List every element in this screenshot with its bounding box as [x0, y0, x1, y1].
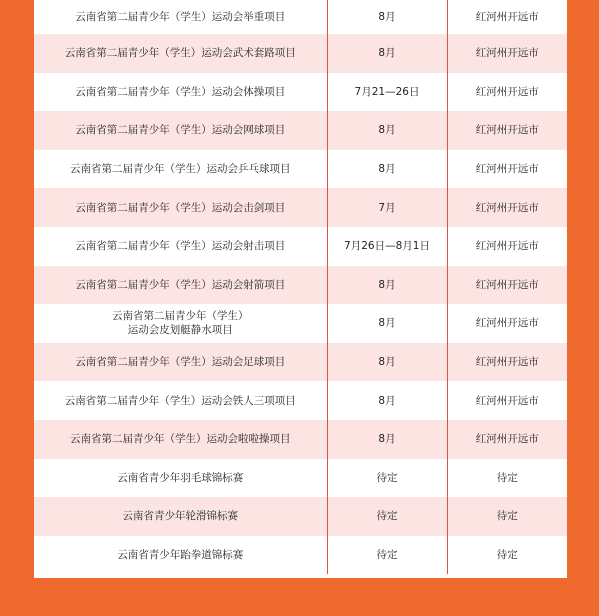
event-cell: 云南省青少年跆拳道锦标赛	[34, 536, 327, 575]
date-cell: 8月	[327, 304, 447, 343]
location-cell: 红河州开远市	[447, 188, 567, 227]
location-cell: 待定	[447, 459, 567, 498]
table-row	[34, 343, 567, 382]
table-row	[34, 0, 567, 34]
table-row	[34, 227, 567, 266]
table-row	[34, 111, 567, 150]
location-cell: 红河州开远市	[447, 150, 567, 189]
date-cell: 8月	[327, 111, 447, 150]
event-cell: 云南省第二届青少年（学生）运动会武术套路项目	[34, 34, 327, 73]
table-row	[34, 266, 567, 305]
location-cell: 红河州开远市	[447, 227, 567, 266]
table-row	[34, 304, 567, 343]
location-cell: 红河州开远市	[447, 0, 567, 34]
location-cell: 红河州开远市	[447, 111, 567, 150]
location-cell: 红河州开远市	[447, 304, 567, 343]
event-cell: 云南省第二届青少年（学生）运动会铁人三项项目	[34, 381, 327, 420]
event-cell: 云南省第二届青少年（学生）运动会射击项目	[34, 227, 327, 266]
date-cell: 8月	[327, 381, 447, 420]
event-cell: 云南省青少年轮滑锦标赛	[34, 497, 327, 536]
event-cell: 云南省第二届青少年（学生）运动会啦啦操项目	[34, 420, 327, 459]
table-row	[34, 536, 567, 575]
event-cell: 云南省第二届青少年（学生）运动会击剑项目	[34, 188, 327, 227]
date-cell: 8月	[327, 343, 447, 382]
location-cell: 红河州开远市	[447, 381, 567, 420]
date-cell: 7月26日—8月1日	[327, 227, 447, 266]
schedule-table-frame	[34, 0, 567, 578]
location-cell: 待定	[447, 536, 567, 575]
event-cell: 云南省第二届青少年（学生）运动会皮划艇静水项目	[34, 304, 327, 343]
location-cell: 红河州开远市	[447, 34, 567, 73]
table-row	[34, 73, 567, 112]
date-cell: 8月	[327, 420, 447, 459]
date-cell: 7月21—26日	[327, 73, 447, 112]
table-row	[34, 497, 567, 536]
event-cell: 云南省第二届青少年（学生）运动会射箭项目	[34, 266, 327, 305]
event-cell: 云南省第二届青少年（学生）运动会乒乓球项目	[34, 150, 327, 189]
date-cell: 待定	[327, 459, 447, 498]
table-row	[34, 420, 567, 459]
date-cell: 待定	[327, 497, 447, 536]
event-cell: 云南省第二届青少年（学生）运动会网球项目	[34, 111, 327, 150]
table-row	[34, 188, 567, 227]
table-row	[34, 150, 567, 189]
location-cell: 红河州开远市	[447, 343, 567, 382]
date-cell: 7月	[327, 188, 447, 227]
location-cell: 红河州开远市	[447, 266, 567, 305]
event-cell: 云南省第二届青少年（学生）运动会体操项目	[34, 73, 327, 112]
event-cell: 云南省第二届青少年（学生）运动会举重项目	[34, 0, 327, 34]
date-cell: 8月	[327, 150, 447, 189]
date-cell: 8月	[327, 0, 447, 34]
location-cell: 待定	[447, 497, 567, 536]
date-cell: 8月	[327, 266, 447, 305]
table-row	[34, 381, 567, 420]
event-cell: 云南省第二届青少年（学生）运动会足球项目	[34, 343, 327, 382]
location-cell: 红河州开远市	[447, 73, 567, 112]
schedule-table	[34, 0, 567, 574]
location-cell: 红河州开远市	[447, 420, 567, 459]
event-cell: 云南省青少年羽毛球锦标赛	[34, 459, 327, 498]
table-row	[34, 34, 567, 73]
table-row	[34, 459, 567, 498]
date-cell: 8月	[327, 34, 447, 73]
date-cell: 待定	[327, 536, 447, 575]
